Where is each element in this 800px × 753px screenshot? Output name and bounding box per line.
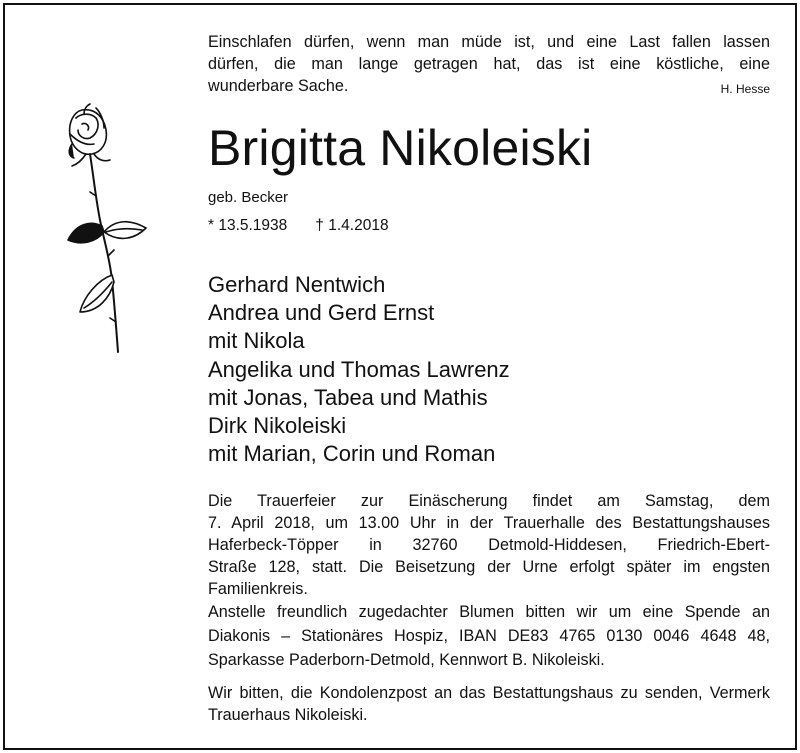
ceremony-line: Straße 128, statt. Die Beisetzung der Urne erfolgt später im engsten <box>208 558 770 576</box>
quote-line: dürfen, die man lange getragen hat, das ist eine köstliche, eine <box>208 55 770 73</box>
mourner-line: Dirk Nikoleiski <box>208 413 347 439</box>
mourner-line: Gerhard Nentwich <box>208 272 386 297</box>
donation-notice: Anstelle freundlich zugedachter Blumen bitten wir um eine Spende an Diakonis – Stationäres Hospiz, IBAN DE83 4765 0130 0046 4648 48, Sparkasse Paderborn-Detmold, Kennwort B. Nikoleiski. <box>208 603 770 669</box>
mourners-list <box>208 271 770 468</box>
ceremony-line: Haferbeck-Töpper in 32760 Detmold-Hiddesen, Friedrich-Ebert- <box>208 536 770 554</box>
quote-line <box>208 75 770 97</box>
deceased-name: Brigitta Nikoleiski <box>208 120 593 176</box>
mourner-line: Angelika und Thomas Lawrenz <box>208 356 510 382</box>
mourner-line: Andrea und Gerd Ernst <box>208 300 435 326</box>
mourner-line: mit Marian, Corin und Roman <box>208 441 496 467</box>
life-dates <box>208 216 770 236</box>
ceremony-notice <box>208 490 770 600</box>
quote-line-text: wunderbare Sache. <box>208 77 349 95</box>
ceremony-line: Die Trauerfeier zur Einäscherung findet am Samstag, dem <box>208 492 770 510</box>
ceremony-line: 7. April 2018, um 13.00 Uhr in der Trauerhalle des Bestattungshauses <box>208 514 770 532</box>
quote-author: H. Hesse <box>720 82 770 96</box>
ceremony-line: Familienkreis. <box>208 580 308 598</box>
condolence-notice: Wir bitten, die Kondolenzpost an das Bestattungshaus zu senden, Vermerk Trauerhaus Nikoleiski. <box>208 684 770 724</box>
birth-name: geb. Becker <box>208 189 289 206</box>
epigraph-quote <box>208 31 770 97</box>
death-date: † 1.4.2018 <box>315 217 389 234</box>
birth-date: * 13.5.1938 <box>208 217 288 234</box>
quote-line: Einschlafen dürfen, wenn man müde ist, und eine Last fallen lassen <box>208 33 770 51</box>
mourner-line: mit Nikola <box>208 328 305 354</box>
rose-icon <box>60 100 160 355</box>
mourner-line: mit Jonas, Tabea und Mathis <box>208 384 488 410</box>
